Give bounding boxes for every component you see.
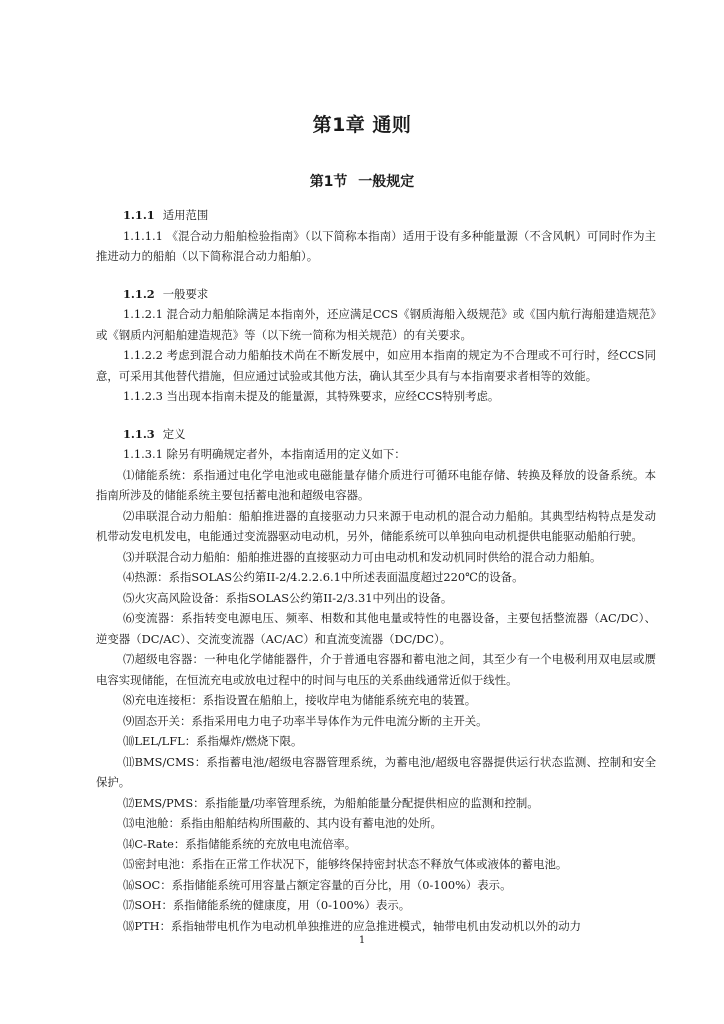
paragraph-1-1-2-2: 1.1.2.2 考虑到混合动力船舶技术尚在不断发展中，如应用本指南的规定为不合理或不可行时，经CCS同意，可采用其他替代措施，但应通过试验或其他方法，确认其至少具有与本指南要求者相等的效能。: [96, 348, 656, 383]
paragraph-1-1-1-1: 1.1.1.1 《混合动力船舶检验指南》（以下简称本指南）适用于设有多种能量源（不含风帆）可同时作为主推进动力的船舶（以下简称混合动力船舶）。: [96, 228, 656, 263]
clause-heading-1-1-3: [96, 424, 656, 445]
definition-item: ⑾BMS/CMS：系指蓄电池/超级电容器管理系统，为蓄电池/超级电容器提供运行状态监测、控制和安全保护。: [96, 754, 656, 789]
definition-item: ⑺超级电容器：一种电化学储能器件，介于普通电容器和蓄电池之间，其至少有一个电极利用双电层或赝电容实现储能，在恒流充电或放电过程中的时间与电压的关系曲线通常近似于线性。: [96, 652, 656, 687]
body-text: [96, 205, 656, 936]
definition-item: ⒅PTH：系指轴带电机作为电动机单独推进的应急推进模式，轴带电机由发动机以外的动力: [123, 918, 582, 933]
paragraph-1-1-2-3: 1.1.2.3 当出现本指南未提及的能量源，其特殊要求，应经CCS特别考虑。: [123, 389, 500, 403]
clause-heading-1-1-1: [96, 205, 656, 226]
clause-title: 适用范围: [162, 208, 209, 222]
definition-item: ⑿EMS/PMS：系指能量/功率管理系统，为船舶能量分配提供相应的监测和控制。: [123, 795, 539, 810]
section-title: 第1节 一般规定: [309, 174, 415, 190]
definition-item: ⑼固态开关：系指采用电力电子功率半导体作为元件电流分断的主开关。: [123, 713, 488, 728]
definition-item: ⒁C-Rate：系指储能系统的充放电电流倍率。: [123, 836, 357, 851]
definition-item: ⑸火灾高风险设备：系指SOLAS公约第II-2/3.31中列出的设备。: [123, 590, 453, 605]
definition-item: ⑵串联混合动力船舶：船舶推进器的直接驱动力只来源于电动机的混合动力船舶。其典型结构特点是发动机带动发电机发电，电能通过变流器驱动电动机，另外，储能系统可以单独向电动机提供电能驱动船舶行驶。: [96, 508, 656, 543]
definition-item: ⒄SOH：系指储能系统的健康度，用（0-100%）表示。: [123, 898, 411, 912]
clause-title: 一般要求: [162, 286, 209, 301]
clause-heading-1-1-2: [96, 284, 656, 305]
definition-item: ⑷热源：系指SOLAS公约第II-2/4.2.2.6.1中所述表面温度超过220℃的设备。: [123, 570, 524, 584]
clause-number: 1.1.1: [123, 208, 155, 222]
paragraph-1-1-2-1: 1.1.2.1 混合动力船舶除满足本指南外，还应满足CCS《钢质海船入级规范》或《国内航行海船建造规范》或《钢质内河船舶建造规范》等（以下统一简称为相关规范）的有关要求。: [96, 307, 656, 342]
paragraph-1-1-3-1: 1.1.3.1 除另有明确规定者外，本指南适用的定义如下：: [123, 447, 406, 461]
definition-item: ⑴储能系统：系指通过电化学电池或电磁能量存储介质进行可循环电能存储、转换及释放的设备系统。本指南所涉及的储能系统主要包括蓄电池和超级电容器。: [96, 467, 656, 502]
definition-item: ⒂密封电池：系指在正常工作状况下，能够终保持密封状态不释放气体或液体的蓄电池。: [123, 857, 568, 871]
definition-item: ⑶并联混合动力船舶：船舶推进器的直接驱动力可由电动机和发动机同时供给的混合动力船舶。: [123, 549, 602, 564]
definition-item: ⑽LEL/LFL：系指爆炸/燃烧下限。: [123, 734, 303, 748]
clause-number: 1.1.3: [123, 426, 155, 441]
definition-item: ⑹变流器：系指转变电源电压、频率、相数和其他电量或特性的电器设备，主要包括整流器（AC/DC）、逆变器（DC/AC）、交流变流器（AC/AC）和直流变流器（DC/DC）。: [96, 611, 656, 646]
definition-item: ⒃SOC：系指储能系统可用容量占额定容量的百分比，用（0-100%）表示。: [123, 877, 512, 892]
definition-item: ⑻充电连接柜：系指设置在船舶上，接收岸电为储能系统充电的装置。: [123, 693, 477, 707]
clause-title: 定义: [162, 426, 186, 441]
chapter-title: 第1章 通则: [312, 114, 412, 136]
clause-number: 1.1.2: [123, 286, 155, 301]
definition-item: ⒀电池舱：系指由船舶结构所围蔽的、其内设有蓄电池的处所。: [123, 816, 442, 830]
page-number: 1: [358, 935, 366, 946]
